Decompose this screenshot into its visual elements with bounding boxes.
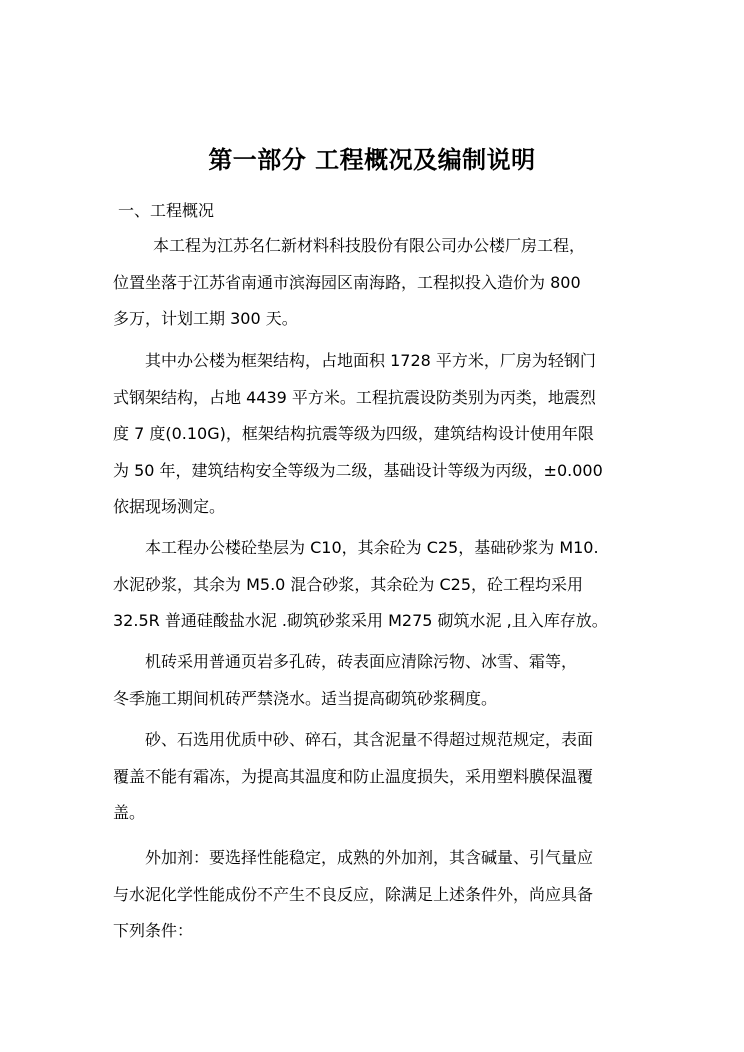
- section-heading: 一、工程概况: [118, 201, 215, 220]
- paragraph-line: 外加剂：要选择性能稳定，成熟的外加剂，其含碱量、引气量应: [145, 848, 594, 867]
- paragraph-line: 其中办公楼为框架结构，占地面积 1728 平方米，厂房为轻钢门: [145, 351, 596, 370]
- paragraph-line: 冬季施工期间机砖严禁浇水。适当提高砌筑砂浆稠度。: [113, 688, 498, 708]
- paragraph-line: 盖。: [113, 803, 146, 822]
- paragraph-concrete-mortar: [113, 530, 633, 640]
- paragraph-line: 机砖采用普通页岩多孔砖，砖表面应清除污物、冰雪、霜等，: [145, 652, 578, 671]
- paragraph-structure: [113, 343, 633, 526]
- paragraph-project-location: [113, 228, 633, 338]
- paragraph-line: 式钢架结构，占地 4439 平方米。工程抗震设防类别为丙类，地震烈: [113, 387, 596, 407]
- paragraph-line: 多万，计划工期 300 天。: [113, 309, 298, 328]
- paragraph-line: 度 7 度(0.10G)，框架结构抗震等级为四级，建筑结构设计使用年限: [113, 424, 594, 443]
- paragraph-line: 覆盖不能有霜冻，为提高其温度和防止温度损失，采用塑料膜保温覆: [113, 766, 594, 786]
- paragraph-line: 为 50 年，建筑结构安全等级为二级，基础设计等级为丙级，±0.000: [113, 460, 603, 480]
- paragraph-line: 本工程办公楼砼垫层为 C10，其余砼为 C25，基础砂浆为 M10.: [145, 538, 599, 557]
- paragraph-line: 本工程为江苏名仁新材料科技股份有限公司办公楼厂房工程，: [153, 236, 586, 255]
- paragraph-sand-stone: [113, 722, 633, 832]
- paragraph-line: 与水泥化学性能成份不产生不良反应，除满足上述条件外，尚应具备: [113, 884, 594, 904]
- paragraph-line: 32.5R 普通硅酸盐水泥 .砌筑砂浆采用 M275 砌筑水泥 ,且入库存放。: [113, 611, 608, 630]
- paragraph-line: 下列条件：: [113, 921, 194, 940]
- page-title: 第一部分 工程概况及编制说明: [208, 146, 536, 174]
- paragraph-bricks: [113, 644, 633, 717]
- paragraph-line: 砂、石选用优质中砂、碎石，其含泥量不得超过规范规定，表面: [145, 730, 594, 749]
- paragraph-line: 位置坐落于江苏省南通市滨海园区南海路，工程拟投入造价为 800: [113, 272, 581, 292]
- paragraph-admixtures: [113, 840, 633, 950]
- paragraph-line: 依据现场测定。: [113, 497, 226, 516]
- paragraph-line: 水泥砂浆，其余为 M5.0 混合砂浆，其余砼为 C25，砼工程均采用: [113, 574, 584, 594]
